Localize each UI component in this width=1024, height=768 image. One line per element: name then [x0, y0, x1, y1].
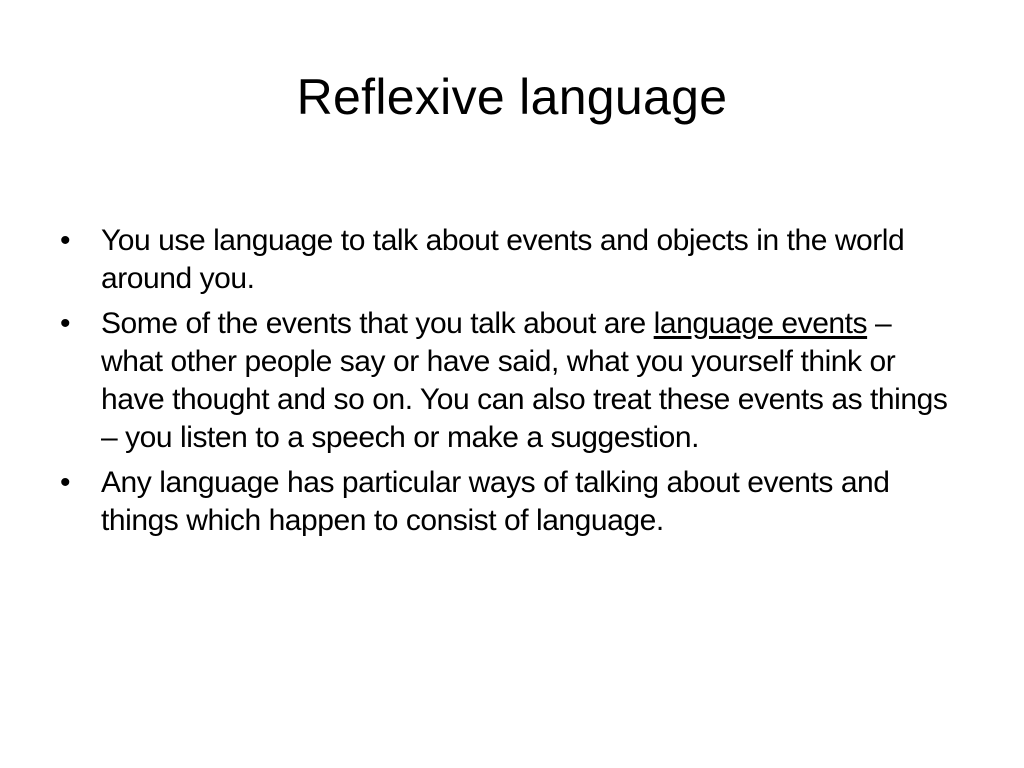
- bullet-dot-icon: •: [60, 466, 71, 499]
- bullet-text-part: – what other people say or have said, what you yourself think or have thought and so on. You can also treat these events as things – you listen to a speech or make a suggestion.: [101, 307, 948, 454]
- bullet-text: You use language to talk about events and objects in the world around you.: [101, 224, 905, 295]
- bullet-text: Any language has particular ways of talking about events and things which happen to consist of language.: [101, 466, 890, 537]
- underlined-term: language events: [653, 307, 868, 340]
- slide-title: Reflexive language: [296, 69, 728, 125]
- bullet-item-1: [58, 222, 958, 298]
- bullet-item-3: [58, 464, 958, 540]
- bullet-item-2: [58, 305, 958, 457]
- bullet-dot-icon: •: [60, 224, 71, 257]
- bullet-list: [58, 222, 958, 547]
- bullet-dot-icon: •: [60, 307, 71, 340]
- bullet-text-part: Some of the events that you talk about are: [101, 307, 654, 340]
